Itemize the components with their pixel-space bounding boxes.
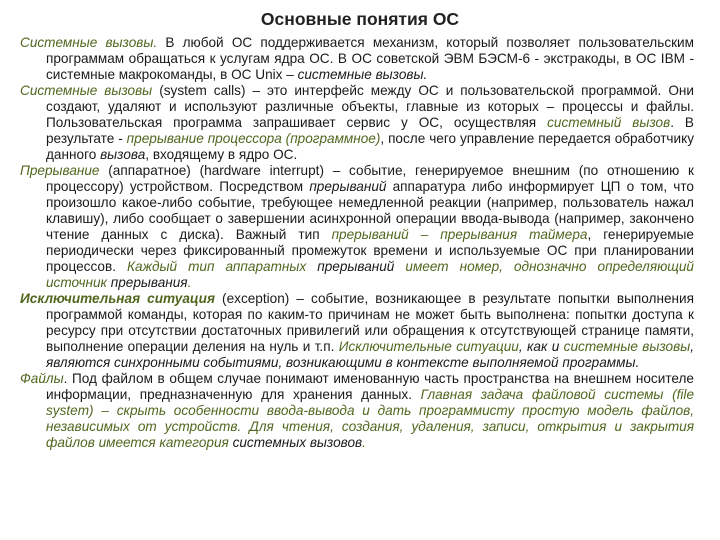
highlighted-term: системных вызовов [232, 434, 363, 450]
paragraph-system-calls-definition [20, 83, 694, 163]
text-run: , входящему в ядро ОС. [145, 146, 298, 162]
highlighted-term: прерывания [110, 274, 188, 290]
highlighted-term: прерываний [317, 258, 395, 274]
text-run: . В результате - [46, 115, 694, 146]
highlighted-term: прерываний – прерывания таймера [331, 226, 588, 242]
highlighted-term: Исключительная ситуация [20, 291, 215, 306]
paragraph-interrupt [20, 163, 694, 290]
highlighted-term: системный вызов [547, 115, 671, 131]
paragraph-system-calls-intro [20, 35, 694, 83]
highlighted-term: , как и [518, 338, 564, 354]
highlighted-term: . [362, 434, 366, 450]
highlighted-term: имеет номер, однозначно определяющий источник [46, 258, 694, 290]
highlighted-term: . [187, 274, 192, 290]
highlighted-term: Главная задача файловой системы (file system) – скрыть особенности ввода-вывода и дать программисту простую модель файлов, независимых от устройств. Для чтения, создания, удаления, записи, открытия и закрытия файлов имеется категория [46, 386, 695, 450]
highlighted-term: прерывание процессора (программное) [126, 130, 381, 146]
page-title: Основные понятия ОС [260, 9, 460, 29]
document-body [20, 35, 694, 451]
text-run: аппаратура либо информирует ЦП о том, что произошло какое-либо событие, требующее немедленной реакции (например, пользователь нажал клавишу), либо сообщает о завершении асинхронной операции ввода-вывода (например, закончено чтение данных с диска). Важный тип [46, 179, 694, 242]
text-run: . Под файлом в общем случае понимают именованную часть пространства на внешнем носителе информации, предназначенную для хранения данных. [46, 371, 694, 402]
highlighted-term: вызова [100, 146, 146, 162]
text-run: (аппаратное) (hardware interrupt) – событие, генерируемое внешним (по отношению к процессору) устройством. Посредством [46, 163, 694, 195]
text-run: (system calls) – это интерфейс между ОС и пользовательской программой. Они создают, удаляют и используют различные объекты, главные из которых – процессы и файлы. Пользовательская программа запрашивает сервис у ОС, осуществляя [46, 83, 695, 131]
highlighted-term: Прерывание [20, 163, 100, 179]
highlighted-term: прерываний [309, 179, 387, 195]
highlighted-term: Системные вызовы. [20, 35, 158, 50]
text-run: В любой ОС поддерживается механизм, который позволяет пользовательским программам обращаться к услугам ядра ОС. В ОС советской ЭВМ БЭСМ-6 - экстракоды, в ОС IBM - системные макрокоманды, в ОС Unix – [46, 35, 694, 82]
highlighted-term: системные вызовы. [297, 66, 428, 82]
highlighted-term: Файлы [20, 371, 64, 387]
text-run: , генерируемые периодически через фиксированный промежуток времени и используемые ОС при планировании процессов. [46, 226, 694, 274]
paragraph-files [20, 371, 694, 451]
highlighted-term: Каждый тип аппаратных [127, 258, 318, 274]
text-run: (exception) – событие, возникающее в результате попытки выполнения программой команды, которая по каким-то причинам не может быть выполнена: попытки доступа к ресурсу при отсутствии достаточных привилегий или обращения к отсутствующей странице памяти, выполнение операции деления на нуль и т.п. [46, 291, 694, 354]
highlighted-term: , являются синхронными событиями, возникающими в контексте выполняемой программы. [46, 338, 694, 370]
paragraph-exception [20, 291, 694, 371]
highlighted-term: системные вызовы [563, 338, 691, 354]
highlighted-term: Системные вызовы [20, 83, 153, 99]
highlighted-term: Исключительные ситуации [338, 338, 519, 354]
text-run: , после чего управление передается обработчику данного [46, 130, 695, 162]
